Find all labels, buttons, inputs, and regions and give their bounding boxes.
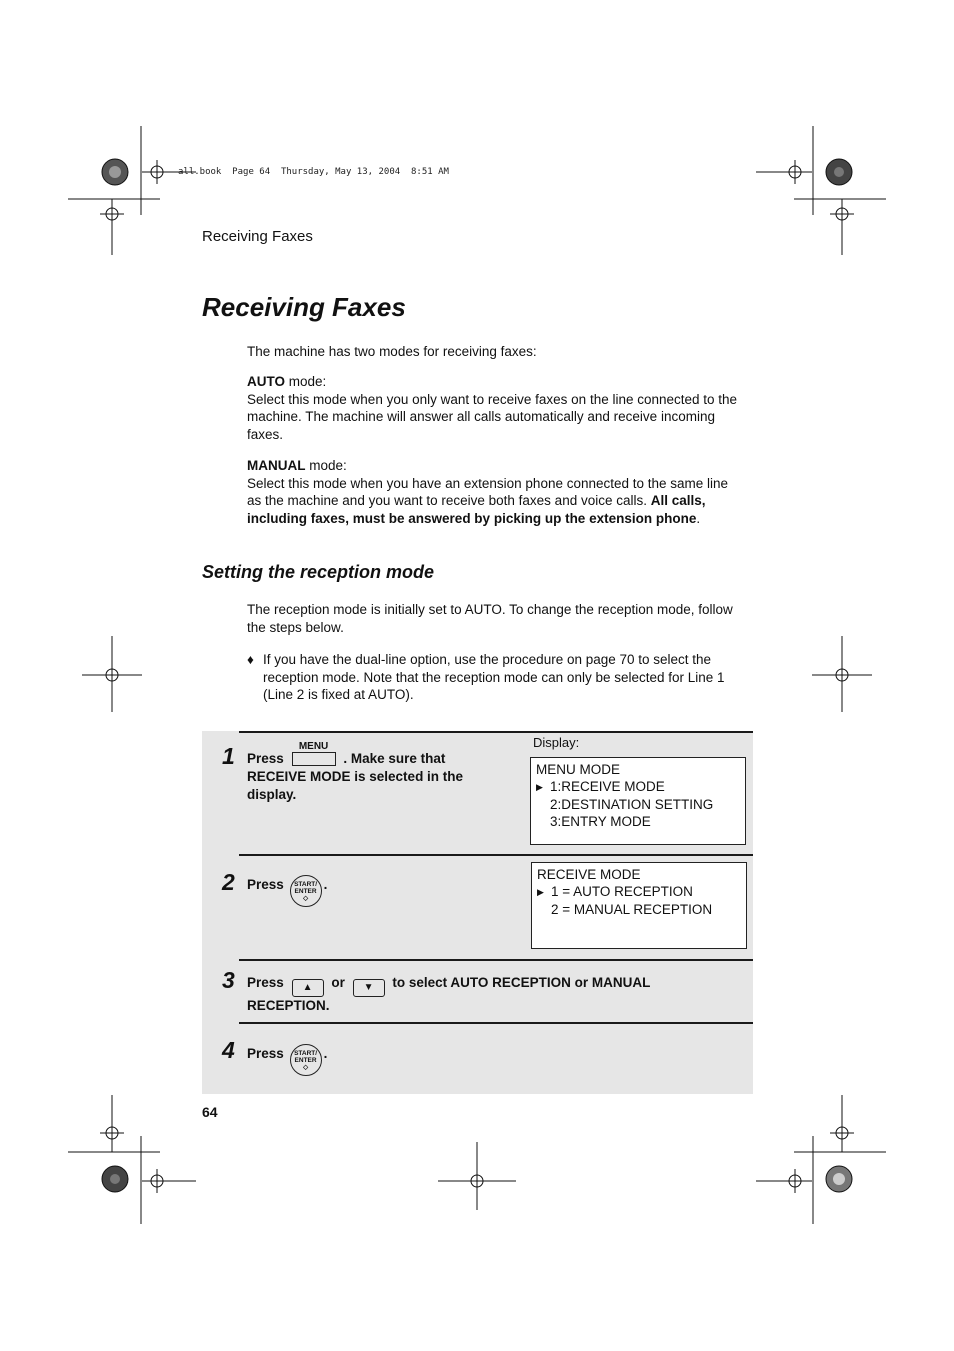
menu-key-icon [292, 741, 336, 766]
step-4-press: Press [247, 1046, 284, 1061]
running-head: Receiving Faxes [202, 228, 313, 245]
step-3-press: Press [247, 975, 284, 990]
step-2-press: Press [247, 877, 284, 892]
start-key-glyph: ◇ [303, 895, 309, 902]
bullet-icon: ♦ [247, 652, 254, 667]
step-rule [239, 1022, 753, 1024]
step-number-2: 2 [222, 869, 235, 895]
step-rule [239, 854, 753, 856]
manual-mode-period: . [696, 510, 701, 526]
step-4-end: . [323, 1046, 328, 1061]
auto-mode-text: Select this mode when you only want to receive faxes on the line connected to the machine. The machine will answer all calls automatically and receive incoming faxes. [247, 391, 738, 442]
start-key-top: START/ [294, 1050, 318, 1057]
step-1-line2: RECEIVE MODE is selected in the [247, 769, 464, 784]
step-3-line2: RECEPTION. [247, 998, 330, 1013]
auto-mode-label: AUTO [247, 374, 286, 389]
start-key-bottom: ENTER [294, 888, 317, 895]
down-arrow-key-icon: ▼ [353, 979, 385, 997]
start-enter-key-icon [290, 1044, 322, 1076]
step-3-rest: to select AUTO RECEPTION or MANUAL [392, 975, 651, 990]
start-key-glyph: ◇ [303, 1064, 309, 1071]
step-2-text [247, 875, 327, 907]
manual-mode-warning: All calls, including faxes, must be answered by picking up the extension phone [247, 493, 706, 526]
display-label: Display: [533, 735, 580, 750]
lcd-item: 2 = MANUAL RECEPTION [551, 902, 713, 917]
menu-key-label: MENU [298, 741, 329, 752]
step-1-text [247, 741, 507, 804]
steps-panel [202, 731, 753, 1094]
lcd-display-menu-mode [530, 757, 746, 845]
print-slug: all.book Page 64 Thursday, May 13, 2004 8:51 AM [178, 167, 449, 177]
step-number-1: 1 [222, 743, 235, 769]
bullet-note [247, 651, 742, 704]
start-key-top: START/ [294, 881, 318, 888]
lcd-title: RECEIVE MODE [537, 867, 641, 882]
auto-mode-suffix: mode: [285, 374, 327, 389]
auto-mode-section [247, 373, 742, 443]
up-arrow-key-icon: ▲ [292, 979, 324, 997]
step-1-line3: display. [247, 787, 297, 802]
bullet-text: If you have the dual-line option, use the procedure on page 70 to select the reception mode. Note that the reception mode can only be selected for Line 1 (Line 2 is fixed at AUTO). [263, 652, 725, 702]
lcd-item: 1:RECEIVE MODE [550, 779, 665, 794]
manual-mode-suffix: mode: [305, 458, 347, 473]
step-3-text [247, 974, 727, 1015]
page-title: Receiving Faxes [202, 292, 406, 322]
step-2-end: . [323, 877, 328, 892]
start-enter-key-icon [290, 875, 322, 907]
reception-intro: The reception mode is initially set to AUTO. To change the reception mode, follow the steps below. [247, 602, 733, 635]
step-3-or: or [331, 975, 345, 990]
manual-mode-label: MANUAL [247, 458, 306, 473]
lcd-item: 1 = AUTO RECEPTION [551, 884, 693, 899]
lcd-display-receive-mode [531, 862, 747, 949]
step-number-4: 4 [222, 1037, 235, 1063]
page-number: 64 [202, 1104, 218, 1120]
lcd-item: 2:DESTINATION SETTING [550, 797, 714, 812]
step-rule [239, 731, 753, 733]
manual-mode-body: Select this mode when you have an extension phone connected to the same line as the machine and you want to receive both faxes and voice calls. [247, 475, 729, 508]
step-1-rest: . Make sure that [343, 751, 446, 766]
section-subtitle: Setting the reception mode [202, 562, 435, 582]
step-rule [239, 959, 753, 961]
manual-mode-text [247, 475, 742, 528]
start-key-bottom: ENTER [294, 1057, 317, 1064]
step-4-text [247, 1044, 327, 1076]
lcd-title: MENU MODE [536, 762, 620, 777]
manual-mode-section [247, 457, 742, 527]
selection-arrow-icon: ▶ [537, 887, 544, 897]
step-1-press: Press [247, 751, 284, 766]
lcd-item: 3:ENTRY MODE [550, 814, 651, 829]
intro-paragraph: The machine has two modes for receiving faxes: [247, 344, 537, 359]
step-number-3: 3 [222, 967, 235, 993]
selection-arrow-icon: ▶ [536, 782, 543, 792]
